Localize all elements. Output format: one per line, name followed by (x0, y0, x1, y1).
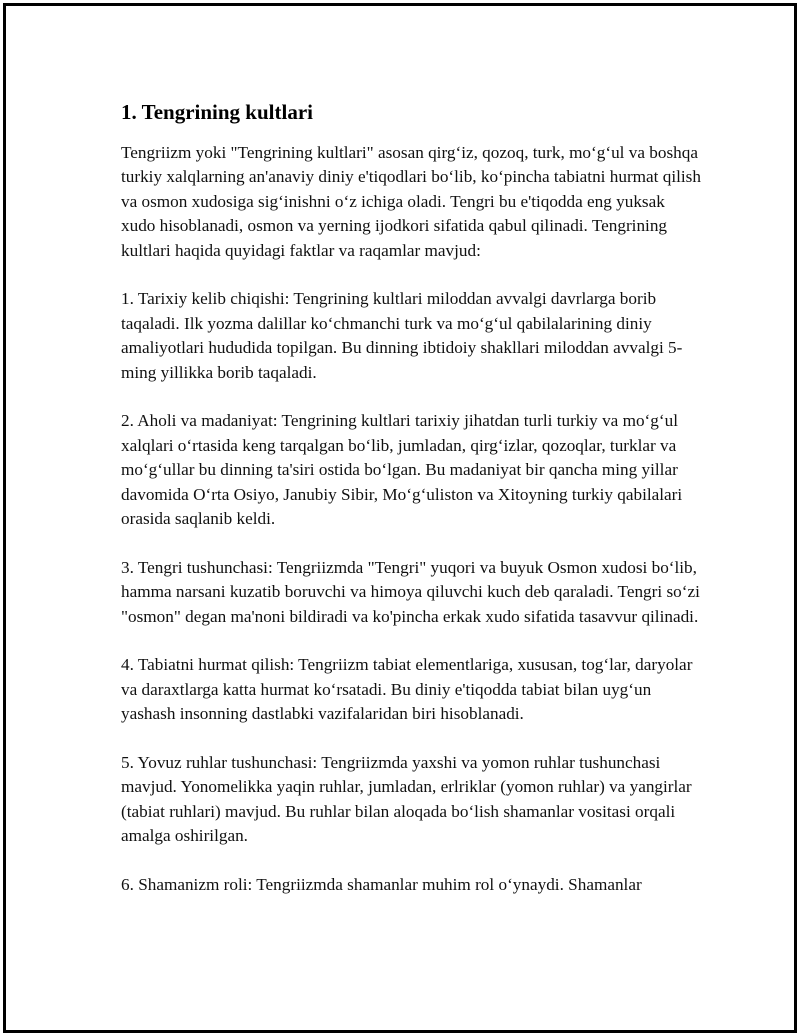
paragraph-historical-origin: 1. Tarixiy kelib chiqishi: Tengrining kultlari miloddan avvalgi davrlarga borib taqaladi. Ilk yozma dalillar ko‘chmanchi turk va mo‘g‘ul qabilalarining diniy amaliyotlari hududida topilgan. Bu dinning ibtidoiy shakllari miloddan avvalgi 5-ming yillikka borib taqaladi. (121, 289, 683, 382)
paragraph-tengri-concept: 3. Tengri tushunchasi: Tengriizmda "Tengri" yuqori va buyuk Osmon xudosi bo‘lib, hamma narsani kuzatib boruvchi va himoya qiluvchi kuch deb qaraladi. Tengri so‘zi "osmon" degan ma'noni bildiradi va ko'pincha erkak xudo sifatida tasavvur qilinadi. (121, 557, 700, 626)
paragraph-shamanism-role: 6. Shamanizm roli: Tengriizmda shamanlar muhim rol o‘ynaydi. Shamanlar (121, 875, 642, 895)
document-title: 1. Tengrining kultlari (121, 100, 313, 124)
document-body (121, 98, 701, 922)
paragraph-evil-spirits: 5. Yovuz ruhlar tushunchasi: Tengriizmda yaxshi va yomon ruhlar tushunchasi mavjud. Yonomelikka yaqin ruhlar, jumladan, erlriklar (yomon ruhlar) va yangirlar (tabiat ruhlari) mavjud. Bu ruhlar bilan aloqada bo‘lish shamanlar vositasi orqali amalga oshirilgan. (121, 753, 692, 846)
intro-paragraph: Tengriizm yoki "Tengrining kultlari" asosan qirg‘iz, qozoq, turk, mo‘g‘ul va boshqa turkiy xalqlarning an'anaviy diniy e'tiqodlari bo‘lib, ko‘pincha tabiatni hurmat qilish va osmon xudosiga sig‘inishni o‘z ichiga oladi. Tengri bu e'tiqodda eng yuksak xudo hisoblanadi, osmon va yerning ijodkori sifatida qabul qilinadi. Tengrining kultlari haqida quyidagi faktlar va raqamlar mavjud: (121, 143, 701, 260)
paragraph-population-culture: 2. Aholi va madaniyat: Tengrining kultlari tarixiy jihatdan turli turkiy va mo‘g‘ul xalqlari o‘rtasida keng tarqalgan bo‘lib, jumladan, qirg‘izlar, qozoqlar, turklar va mo‘g‘ullar bu dinning ta'siri ostida bo‘lgan. Bu madaniyat bir qancha ming yillar davomida O‘rta Osiyo, Janubiy Sibir, Mo‘g‘uliston va Xitoyning turkiy qabilalari orasida saqlanib keldi. (121, 411, 683, 529)
page-frame (3, 3, 797, 1033)
paragraph-nature-respect: 4. Tabiatni hurmat qilish: Tengriizm tabiat elementlariga, xususan, tog‘lar, daryolar va daraxtlarga katta hurmat ko‘rsatadi. Bu diniy e'tiqodda tabiat bilan uyg‘un yashash insonning dastlabki vazifalaridan biri hisoblanadi. (121, 655, 693, 724)
